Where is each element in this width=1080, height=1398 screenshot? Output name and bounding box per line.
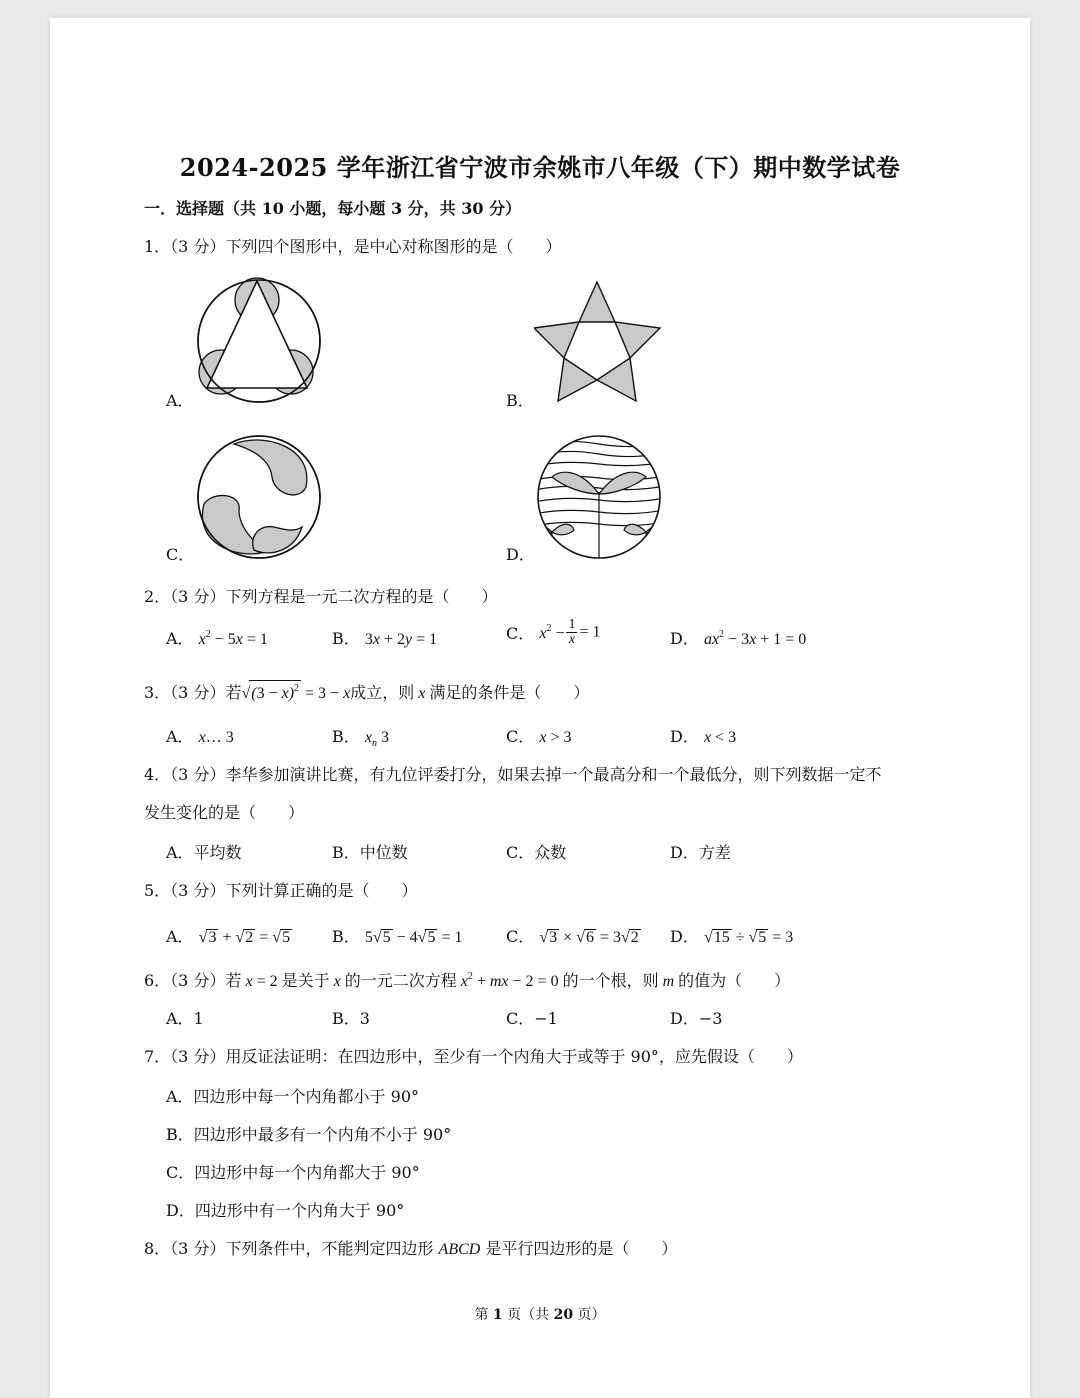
q2-option-c: C． $x^2$ − $\frac{1}{x}$ = 1 bbox=[506, 617, 601, 647]
q4-option-d: D．方差 bbox=[670, 843, 731, 862]
q3-option-c-letter: C． bbox=[506, 727, 535, 746]
q8-stem-post: 是平行四边形的是（ ） bbox=[485, 1239, 678, 1258]
q5-option-b: B． 5√5 − 4√5 = 1 bbox=[332, 927, 463, 946]
q2-option-b-letter: B． bbox=[332, 629, 360, 648]
q4-option-c: C．众数 bbox=[506, 843, 567, 862]
q6-option-d: D．−3 bbox=[670, 1009, 723, 1028]
footer-post: 页） bbox=[573, 1307, 606, 1323]
footer-pre: 第 bbox=[474, 1307, 493, 1323]
q3-option-d-letter: D． bbox=[670, 727, 699, 746]
figure-b-star bbox=[534, 280, 664, 404]
question-7-stem: 7．（3 分）用反证法证明：在四边形中，至少有一个内角大于或等于 90°，应先假设（ ） bbox=[144, 1047, 803, 1066]
q3-option-d: D． x < 3 bbox=[670, 727, 737, 746]
q3-option-b-letter: B． bbox=[332, 727, 360, 746]
q1-option-d-label: D． bbox=[506, 545, 535, 564]
q6-option-a: A．1 bbox=[166, 1009, 204, 1028]
question-2-stem: 2．（3 分）下列方程是一元二次方程的是（ ） bbox=[144, 587, 498, 606]
q4-option-b: B．中位数 bbox=[332, 843, 408, 862]
q2-option-b: B． 3x + 2y = 1 bbox=[332, 629, 438, 648]
footer-mid: 页（共 bbox=[502, 1307, 554, 1323]
page-title: 2024-2025 学年浙江省宁波市余姚市八年级（下）期中数学试卷 bbox=[179, 153, 901, 182]
q4-option-a: A．平均数 bbox=[166, 843, 242, 862]
q6-stem-pre: 6．（3 分）若 bbox=[144, 971, 242, 990]
q6-stem-4: 的一个根，则 bbox=[562, 971, 659, 990]
q6-stem-3: 的一元二次方程 bbox=[344, 971, 457, 990]
q3-stem-pre: 3．（3 分）若 bbox=[144, 683, 242, 702]
q7-option-d: D．四边形中有一个内角大于 90° bbox=[166, 1201, 405, 1220]
figure-a-triangle-circle bbox=[194, 276, 324, 406]
section-heading: 一．选择题（共 10 小题，每小题 3 分，共 30 分） bbox=[144, 199, 522, 218]
figure-c-three-petals bbox=[194, 432, 324, 562]
question-3-stem: 3．（3 分）若$√(3 - x)^2 = 3 - x$成立，则 x 满足的条件是（ ） bbox=[144, 680, 589, 703]
q7-option-a: A．四边形中每一个内角都小于 90° bbox=[166, 1087, 420, 1106]
q5-option-a-letter: A． bbox=[166, 927, 194, 946]
q3-option-a-letter: A． bbox=[166, 727, 194, 746]
footer-page-number: 1 bbox=[492, 1307, 503, 1323]
question-5-stem: 5．（3 分）下列计算正确的是（ ） bbox=[144, 881, 418, 900]
question-4-line-1: 4．（3 分）李华参加演讲比赛，有九位评委打分，如果去掉一个最高分和一个最低分，则下列数据一定不 bbox=[144, 765, 882, 784]
q6-stem-2: 是关于 bbox=[281, 971, 330, 990]
q6-stem-5: 的值为（ ） bbox=[678, 971, 791, 990]
q2-option-a: A． $x^2 - 5x = 1$ bbox=[166, 629, 268, 648]
q3-option-c: C． x > 3 bbox=[506, 727, 572, 746]
q5-option-d: D． √15 ÷ √5 = 3 bbox=[670, 927, 794, 946]
q6-option-c: C．−1 bbox=[506, 1009, 558, 1028]
figure-d-plant-circle bbox=[534, 432, 664, 562]
question-1-stem: 1．（3 分）下列四个图形中，是中心对称图形的是（ ） bbox=[144, 237, 562, 256]
page-footer bbox=[50, 1304, 1030, 1324]
q2-option-d: D． $ax^2 - 3x + 1 = 0$ bbox=[670, 629, 807, 648]
question-8-stem bbox=[144, 1236, 677, 1259]
q1-option-b-label: B． bbox=[506, 391, 534, 410]
q5-option-a: A． √3 + √2 = √5 bbox=[166, 927, 291, 946]
q2-option-c-letter: C． bbox=[506, 624, 535, 643]
q6-option-b: B．3 bbox=[332, 1009, 370, 1028]
q5-option-b-letter: B． bbox=[332, 927, 360, 946]
q2-option-d-letter: D． bbox=[670, 629, 699, 648]
q1-option-a-label: A． bbox=[166, 391, 194, 410]
question-6-stem: 6．（3 分）若 x = 2 是关于 x 的一元二次方程 $x^2$ + mx − 2 = 0 的一个根，则 m 的值为（ ） bbox=[144, 971, 791, 990]
q2-option-a-letter: A． bbox=[166, 629, 194, 648]
q3-option-a: A． x… 3 bbox=[166, 727, 234, 746]
question-4-line-2: 发生变化的是（ ） bbox=[144, 803, 305, 822]
q1-option-c-label: C． bbox=[166, 545, 195, 564]
footer-total-pages: 20 bbox=[553, 1307, 574, 1323]
q8-stem-var: ABCD bbox=[438, 1241, 481, 1258]
q3-option-b: B． $x_n$ 3 bbox=[332, 727, 389, 749]
q3-stem-post: 成立，则 bbox=[350, 683, 415, 702]
q5-option-c-letter: C． bbox=[506, 927, 535, 946]
q7-option-b: B．四边形中最多有一个内角不小于 90° bbox=[166, 1125, 452, 1144]
exam-page bbox=[50, 18, 1030, 1398]
q5-option-c: C． √3 × √6 = 3√2 bbox=[506, 927, 639, 946]
q3-stem-end: 满足的条件是（ ） bbox=[429, 683, 590, 702]
q8-stem-pre: 8．（3 分）下列条件中，不能判定四边形 bbox=[144, 1239, 434, 1258]
q7-option-c: C．四边形中每一个内角都大于 90° bbox=[166, 1163, 420, 1182]
q5-option-d-letter: D． bbox=[670, 927, 699, 946]
